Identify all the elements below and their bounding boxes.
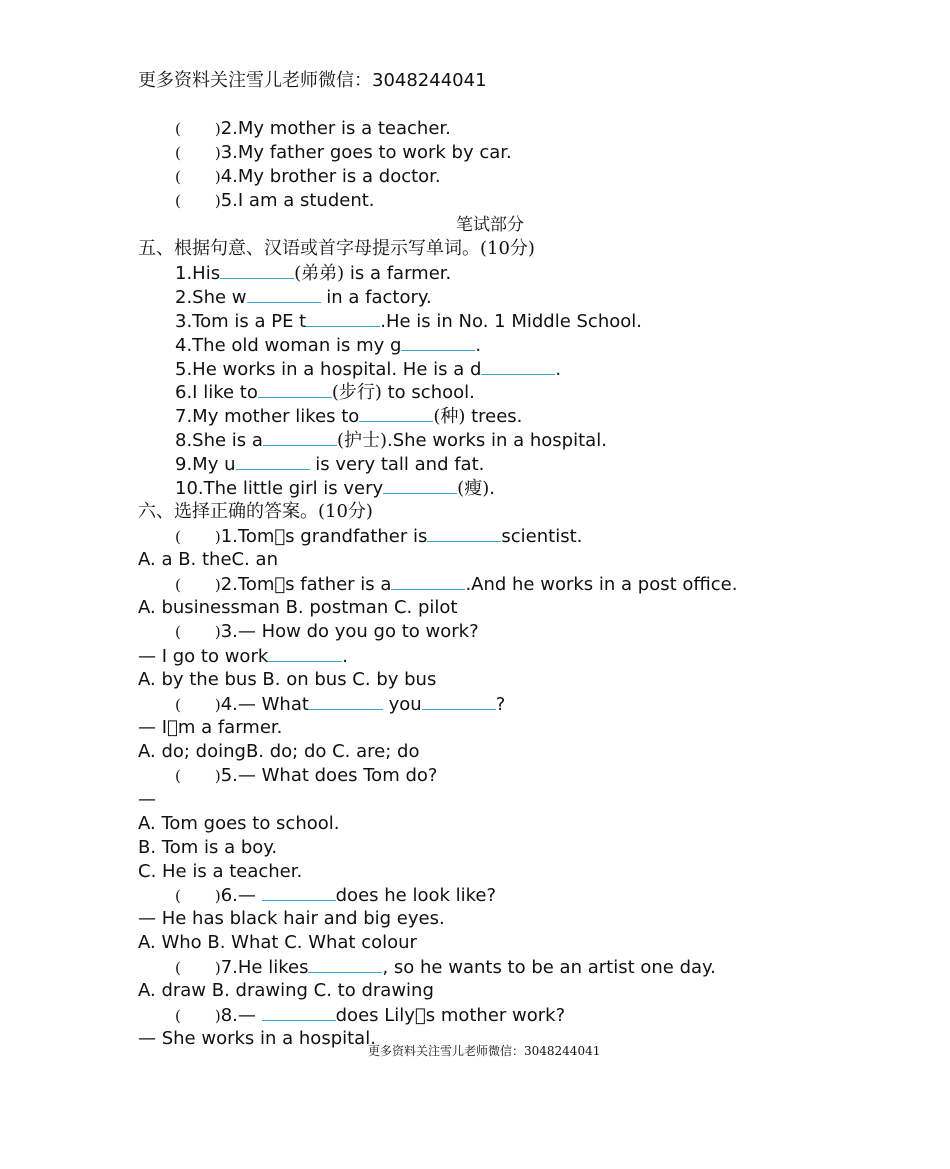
answer-blank[interactable]	[383, 477, 457, 494]
fill-item-4: 4.The old woman is my g .	[175, 335, 482, 356]
options-2: A. businessman B. postman C. pilot	[138, 597, 458, 618]
options-7: A. draw B. drawing C. to drawing	[138, 980, 434, 1001]
header-text: 更多资料关注雪儿老师微信：3048244041	[138, 70, 487, 91]
choice-question-6: ( )6.— does he look like?	[175, 885, 497, 906]
section6-heading: 六、选择正确的答案。(10分)	[138, 501, 373, 522]
answer-blank[interactable]	[309, 693, 383, 710]
listening-item: ( )4.My brother is a doctor.	[175, 166, 441, 187]
answer-blank[interactable]	[481, 358, 555, 375]
fill-item-8: 8.She is a (护士).She works in a hospital.	[175, 430, 607, 451]
fill-item-6: 6.I like to (步行) to school.	[175, 382, 475, 403]
written-section-title: 笔试部分	[456, 215, 524, 235]
footer-text: 更多资料关注雪儿老师微信：3048244041	[368, 1044, 601, 1058]
answer-blank[interactable]	[401, 334, 475, 351]
answer-blank[interactable]	[236, 453, 310, 470]
fill-item-7: 7.My mother likes to (种) trees.	[175, 406, 523, 427]
choice-question-5: ( )5.— What does Tom do?	[175, 765, 438, 786]
choice-question-1: ( )1.Tom s grandfather is scientist.	[175, 526, 583, 547]
fill-item-1: 1.His (弟弟) is a farmer.	[175, 263, 452, 284]
choice-question-2: ( )2.Tom s father is a .And he works in a post office.	[175, 574, 738, 595]
fill-item-2: 2.She w in a factory.	[175, 287, 432, 308]
answer-blank[interactable]	[262, 884, 336, 901]
fill-item-5: 5.He works in a hospital. He is a d .	[175, 359, 562, 380]
answer-blank[interactable]	[258, 381, 332, 398]
answer-blank[interactable]	[308, 956, 382, 973]
choice-question-3: ( )3.— How do you go to work?	[175, 621, 479, 642]
options-4: A. do; doingB. do; do C. are; do	[138, 741, 420, 762]
fill-item-9: 9.My u is very tall and fat.	[175, 454, 485, 475]
listening-item: ( )5.I am a student.	[175, 190, 375, 211]
choice-question-4: ( )4.— What you ?	[175, 694, 506, 715]
listening-item: ( )2.My mother is a teacher.	[175, 118, 451, 139]
option-5b: B. Tom is a boy.	[138, 837, 278, 858]
reply-4: — I m a farmer.	[138, 717, 283, 738]
reply-5: —	[138, 789, 156, 810]
reply-6: — He has black hair and big eyes.	[138, 908, 445, 929]
fill-item-10: 10.The little girl is very (瘦).	[175, 478, 495, 499]
fill-item-3: 3.Tom is a PE t .He is in No. 1 Middle School.	[175, 311, 642, 332]
options-6: A. Who B. What C. What colour	[138, 932, 417, 953]
answer-blank[interactable]	[391, 573, 465, 590]
option-5c: C. He is a teacher.	[138, 861, 303, 882]
answer-blank[interactable]	[306, 310, 380, 327]
option-5a: A. Tom goes to school.	[138, 813, 340, 834]
reply-8: — She works in a hospital.	[138, 1028, 376, 1049]
answer-blank[interactable]	[427, 525, 501, 542]
answer-blank[interactable]	[220, 262, 294, 279]
reply-3: — I go to work .	[138, 646, 348, 667]
answer-blank[interactable]	[359, 405, 433, 422]
choice-question-7: ( )7.He likes , so he wants to be an artist one day.	[175, 957, 716, 978]
answer-blank[interactable]	[268, 645, 342, 662]
answer-blank[interactable]	[262, 1004, 336, 1021]
answer-blank[interactable]	[247, 286, 321, 303]
section5-heading: 五、根据句意、汉语或首字母提示写单词。(10分)	[138, 238, 535, 259]
answer-blank[interactable]	[263, 429, 337, 446]
choice-question-8: ( )8.— does Lily s mother work?	[175, 1005, 566, 1026]
answer-blank[interactable]	[422, 693, 496, 710]
options-3: A. by the bus B. on bus C. by bus	[138, 669, 437, 690]
listening-item: ( )3.My father goes to work by car.	[175, 142, 512, 163]
options-1: A. a B. theC. an	[138, 549, 278, 570]
